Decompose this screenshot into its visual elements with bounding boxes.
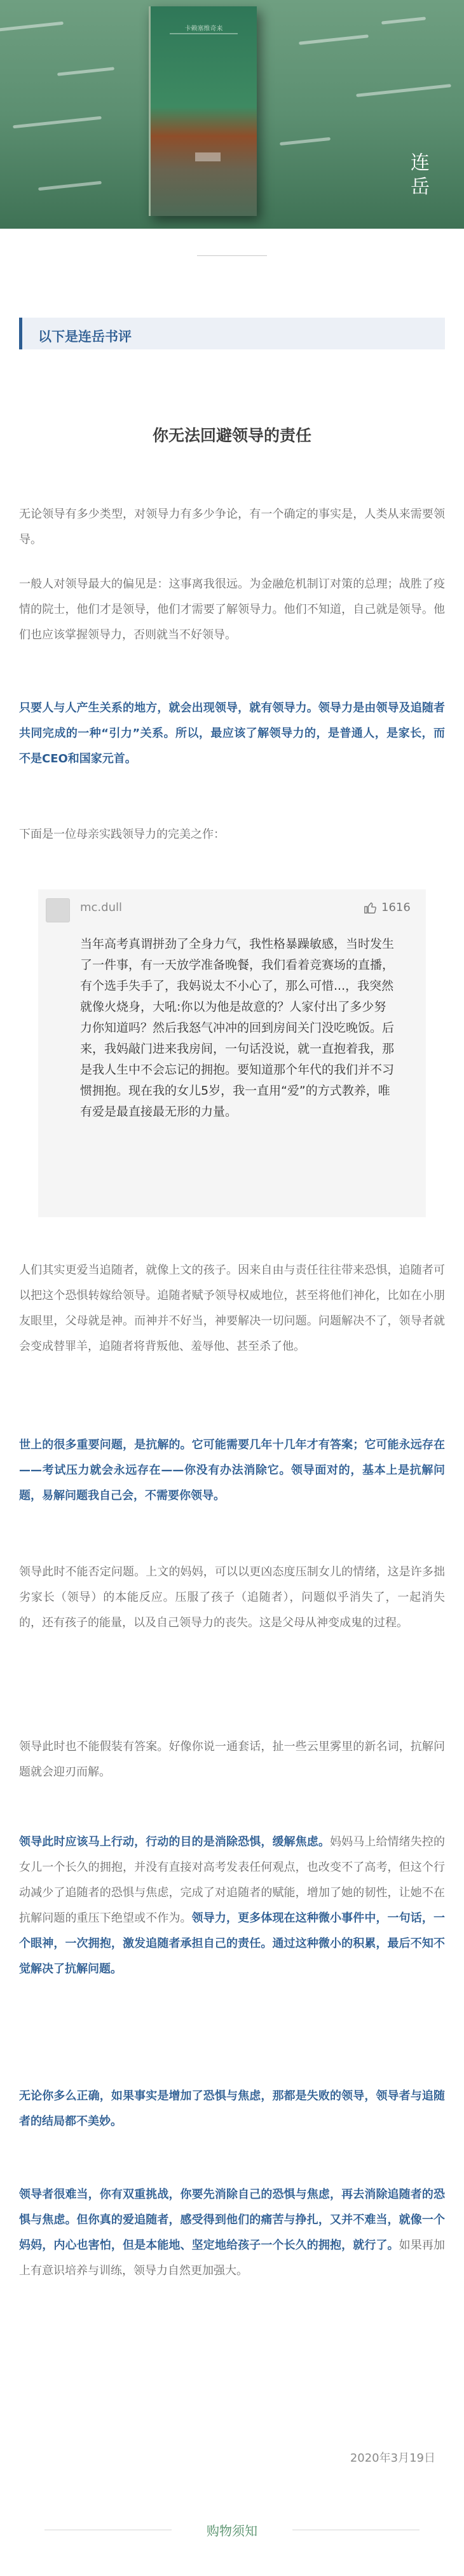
thumbs-up-icon[interactable] bbox=[364, 901, 378, 915]
paragraph-9-bold: 领导此时应该马上行动，行动的目的是消除恐惧，缓解焦虑。 bbox=[19, 1835, 330, 1849]
paragraph-4: 下面是一位母亲实践领导力的完美之作： bbox=[19, 828, 225, 841]
paragraph-11 bbox=[19, 2182, 445, 2284]
hero-light-streak bbox=[299, 34, 369, 44]
hero-light-streak bbox=[0, 22, 64, 33]
paragraph-3: 只要人与人产生关系的地方，就会出现领导，就有领导力。领导力是由领导及追随者共同完成的一种“引力”关系。所以，最应该了解领导力的，是普通人，是家长，而不是CEO和国家元首。 bbox=[19, 701, 445, 765]
hero-light-streak bbox=[38, 181, 102, 191]
book-cover-rule bbox=[170, 33, 238, 34]
section-header-label: 以下是连岳书评 bbox=[38, 329, 132, 344]
paragraph-2: 一般人对领导最大的偏见是：这事离我很远。为金融危机制订对策的总理；战胜了疫情的院士，他们才是领导，他们才需要了解领导力。他们不知道，自己就是领导。他们也应该掌握领导力，否则就当不好领导。 bbox=[19, 577, 445, 642]
publish-date: 2020年3月19日 bbox=[350, 2451, 435, 2465]
paragraph-5: 人们其实更爱当追随者，就像上文的孩子。因来自由与责任往往带来恐惧，追随者可以把这个恐惧转嫁给领导。追随者赋予领导权威地位，甚至将他们神化，比如在小朋友眼里，父母就是神。而神并不好当，神要解决一切问题。问题解决不了，领导者就会变成替罪羊，追随者将背叛他、羞辱他、甚至杀了他。 bbox=[19, 1264, 445, 1353]
hero-light-streak bbox=[57, 67, 114, 76]
like-count: 1616 bbox=[381, 901, 411, 914]
hero-light-streak bbox=[280, 137, 331, 145]
hero-light-streak bbox=[13, 116, 102, 129]
like-counter[interactable] bbox=[364, 901, 414, 916]
comment-username: mc.dull bbox=[80, 901, 122, 914]
hero-light-streak bbox=[356, 84, 451, 97]
paragraph-11-bold: 领导者很难当，你有双重挑战，你要先消除自己的恐惧与焦虑，再去消除追随者的恐惧与焦虑。但你真的爱追随者，感受得到他们的痛苦与挣扎，又并不难当，就像一个妈妈，内心也害怕，但是本能地、坚定地给孩子一个长久的拥抱，就行了。 bbox=[19, 2188, 445, 2252]
book-cover-image bbox=[149, 6, 257, 216]
book-cover-mark bbox=[195, 152, 221, 161]
paragraph-6: 世上的很多重要问题，是抗解的。它可能需要几年十几年才有答案；它可能永远存在——考试压力就会永远存在——你没有办法消除它。领导面对的，基本上是抗解问题，易解问题我自己会，不需要你领导。 bbox=[19, 1438, 445, 1502]
hero-banner bbox=[0, 0, 464, 229]
paragraph-9 bbox=[19, 1830, 445, 1982]
article-title: 你无法回避领导的责任 bbox=[152, 426, 311, 445]
comment-text: 当年高考真谓拼劲了全身力气，我性格暴躁敏感，当时发生了一件事，有一天放学准备晚餐，我们看着竞赛场的直播，有个选手失手了，我妈说太不小心了，那么可惜...，我突然就像火烧身，大吼:你以为他是故意的？人家付出了多少努力你知道吗？然后我怒气冲冲的回到房间关门没吃晚饭。后来，我妈敲门进来我房间，一句话没说，就一直抱着我，那是我人生中不会忘记的拥抱。要知道那个年代的我们并不习惯拥抱。现在我的女儿5岁，我一直用“爱”的方式教养，唯有爱是最直接最无形的力量。 bbox=[80, 937, 395, 1119]
paragraph-7: 领导此时不能否定问题。上文的妈妈，可以以更凶态度压制女儿的情绪，这是许多拙劣家长（领导）的本能反应。压服了孩子（追随者），问题似乎消失了，一起消失的，还有孩子的能量，以及自己领导力的丧失。这是父母从神变成鬼的过程。 bbox=[19, 1565, 445, 1629]
hero-divider bbox=[197, 255, 267, 256]
section-header bbox=[19, 318, 445, 349]
quoted-comment bbox=[38, 889, 426, 1217]
paragraph-8: 领导此时也不能假装有答案。好像你说一通套话，扯一些云里雾里的新名词，抗解问题就会迎刃而解。 bbox=[19, 1740, 445, 1779]
paragraph-1: 无论领导有多少类型，对领导力有多少争论，有一个确定的事实是，人类从来需要领导。 bbox=[19, 508, 445, 546]
paragraph-11-normal: 如果再加上有意识培养与训练，领导力自然更加强大。 bbox=[19, 2239, 446, 2277]
lianyue-logo bbox=[402, 150, 439, 202]
paragraph-10: 无论你多么正确，如果事实是增加了恐惧与焦虑，那都是失败的领导，领导者与追随者的结局都不美妙。 bbox=[19, 2089, 445, 2128]
paragraph-9-bold-2: 领导力，更多体现在这种微小事件中，一句话，一个眼神，一次拥抱，激发追随者承担自己的责任。通过这种微小的积累，最后不知不觉解决了抗解问题。 bbox=[19, 1912, 446, 1976]
shopping-notice-link[interactable]: 购物须知 bbox=[207, 2523, 257, 2539]
logo-char-2: 岳 bbox=[411, 176, 430, 198]
book-cover-title: 卡赖塞维奇来 bbox=[184, 25, 223, 32]
hero-light-streak bbox=[381, 17, 426, 24]
avatar bbox=[46, 898, 70, 922]
paragraph-9-normal: 妈妈马上给情绪失控的女儿一个长久的拥抱，并没有直接对高考发表任何观点，也改变不了高考，但这个行动减少了追随者的恐惧与焦虑，完成了对追随者的赋能，增加了她的韧性，让她不在抗解问题的重压下绝望或不作为。 bbox=[19, 1835, 445, 1925]
logo-char-1: 连 bbox=[411, 152, 430, 174]
